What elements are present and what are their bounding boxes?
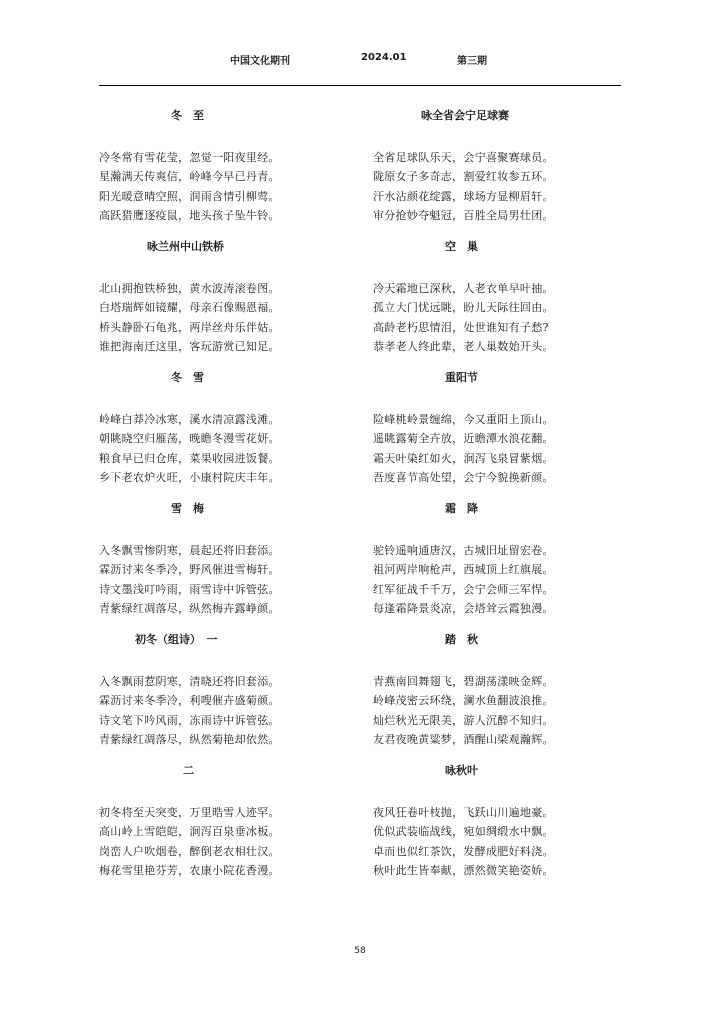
poem-line: 桥头静卧石龟兆，两岸丝舟乐伴姑。 [99,320,280,334]
poem [99,763,299,894]
issue-number: 第三期 [457,56,487,67]
left-column [99,108,299,894]
poem-title: 重阳节 [445,371,478,384]
poem-title: 二 [183,764,194,777]
poem-title: 冬 至 [171,109,204,122]
journal-name: 中国文化期刊 [230,56,290,67]
poem-line: 高跃猎鹰逐疫鼠，地头孩子坠牛铃。 [99,208,280,222]
poem-line: 诗文墨浅叮吟雨，雨雪诗中诉管弦。 [99,582,280,596]
poem-line: 霖沥讨来冬季冷，野风催进雪梅轩。 [99,563,280,577]
poem-line: 祖河两岸响枪声，西城顶上红旗展。 [373,563,554,577]
poem-title: 初冬（组诗） 一 [135,633,218,646]
poem [373,108,573,239]
poem-line: 高龄老朽思情泪，处世谁知有子愁? [373,320,549,334]
poem-line: 霜天叶染红如火，涧泻飞泉冒紫烟。 [373,451,554,465]
poem-line: 青燕南回舞翅飞，碧湖荡漾映金辉。 [373,675,554,688]
header-rule [99,85,621,86]
poem-line: 冷冬常有雪花莹，忽觉一阳夜里经。 [99,151,280,164]
poem-line: 汗水沾颜花绽露，球场方显柳眉轩。 [373,189,554,203]
poem-line: 高山岭上雪皑皑，涧泻百泉垂冰板。 [99,825,280,839]
poem-line: 青紫绿红凋落尽，纵然菊艳却依然。 [99,732,280,746]
poem-line: 诗文笔下吟风雨，冻雨诗中诉管弦。 [99,713,280,727]
poem-line: 审分抢妙夺魁冠，百胜全局男壮团。 [373,208,554,222]
poem-line: 红军征战千千万，会宁会师三军悍。 [373,582,554,596]
page-number: 58 [354,946,366,956]
poem-line: 阳光暖意晴空照，润雨含情引柳莺。 [99,189,280,203]
poem [373,370,573,501]
poem-line: 险峰桃岭景缠绵，今又重阳上顶山。 [373,413,554,426]
poem-title: 咏全省会宁足球赛 [421,109,509,122]
poem [373,239,573,370]
poem-line: 卓而也似红茶饮，发酵成肥好料浇。 [373,844,554,858]
poem-line: 冷天霜地已深秋，人老衣单早叶抽。 [373,282,554,295]
poem [373,632,573,763]
issue-date: 2024.01 [361,52,407,63]
poem [373,501,573,632]
poem-line: 入冬飘雨惹阴寒，清晓还将旧套添。 [99,675,280,688]
poem-line: 驼铃遥响通唐汉，古城旧址留宏卷。 [373,544,554,557]
poem [99,108,299,239]
poem-line: 青紫绿红凋落尽，纵然梅卉露峥颜。 [99,601,280,615]
poem-line: 吾度喜节高处望，会宁今貌换新颜。 [373,470,554,484]
poem-line: 星瀚满天传爽信，岭峰今早已丹青。 [99,170,280,184]
poem [99,632,299,763]
poem-line: 北山拥抱铁桥独，黄水波涛滚卷图。 [99,282,280,295]
poem-line: 友君夜晚黄粱梦，酒醒山梁观瀚辉。 [373,732,554,746]
poem-line: 初冬将至天突变，万里晧雪人迹罕。 [99,806,280,819]
poem-line: 岭峰茂密云环绕，澜水鱼翻波浪推。 [373,694,554,708]
page-header [0,52,720,70]
right-column [373,108,573,894]
poem-title: 咏兰州中山铁桥 [147,240,224,253]
poem-title: 咏秋叶 [445,764,478,777]
poem-line: 灿烂秋光无限美，游人沉醉不知归。 [373,713,554,727]
poem-title: 空 巢 [445,240,478,253]
poem-line: 夜风狂卷叶枝抛，飞跃山川遍地豪。 [373,806,554,819]
poem-line: 白塔瑞辉如镜耀，母亲石像赐恩福。 [99,301,280,315]
poem-title: 雪 梅 [171,502,204,515]
poem [99,501,299,632]
poem-title: 霜 降 [445,502,478,515]
poem-line: 粮食早已归仓库，菜果收园进饭餐。 [99,451,280,465]
poem-line: 朝眺晓空归雁荡，晚瞻冬漫雪花妍。 [99,432,280,446]
poem-line: 孤立大门忧远眺，盼儿天际往回由。 [373,301,554,315]
poem [99,370,299,501]
poem-line: 乡下老农炉火旺，小康村院庆丰年。 [99,470,280,484]
poem-line: 优似武装临战线，宛如绸缎水中飘。 [373,825,554,839]
poem-line: 岭峰白莽冷冰寒，溪水清凉露浅滩。 [99,413,280,426]
poem-line: 秋叶此生皆奉献，漂然微笑艳姿娇。 [373,863,554,877]
poem-line: 入冬飘雪惨阴寒，晨起还将旧套添。 [99,544,280,557]
poem [373,763,573,894]
poem-line: 每逢霜降景炎凉，会塔耸云霞独漫。 [373,601,554,615]
poem-line: 岗峦人户吹烟卷，醉倒老农相壮汉。 [99,844,280,858]
poem-line: 梅花雪里艳芬芳，农康小院花香漫。 [99,863,280,877]
poem [99,239,299,370]
poem-line: 霖沥讨来冬季冷，利嗖催卉盛菊颜。 [99,694,280,708]
poem-line: 谁把海南迁这里，客玩游赏已知足。 [99,339,280,353]
poem-line: 恭孝老人终此辈，老人巢数始开头。 [373,339,554,353]
poem-title: 冬 雪 [171,371,204,384]
poem-line: 全省足球队乐天，会宁喜聚赛球员。 [373,151,554,164]
poem-title: 踏 秋 [445,633,478,646]
poem-line: 遥眺露菊全卉放，近瞻潭水浪花翻。 [373,432,554,446]
poem-line: 陇原女子多奇志，割爱红妆参五环。 [373,170,554,184]
